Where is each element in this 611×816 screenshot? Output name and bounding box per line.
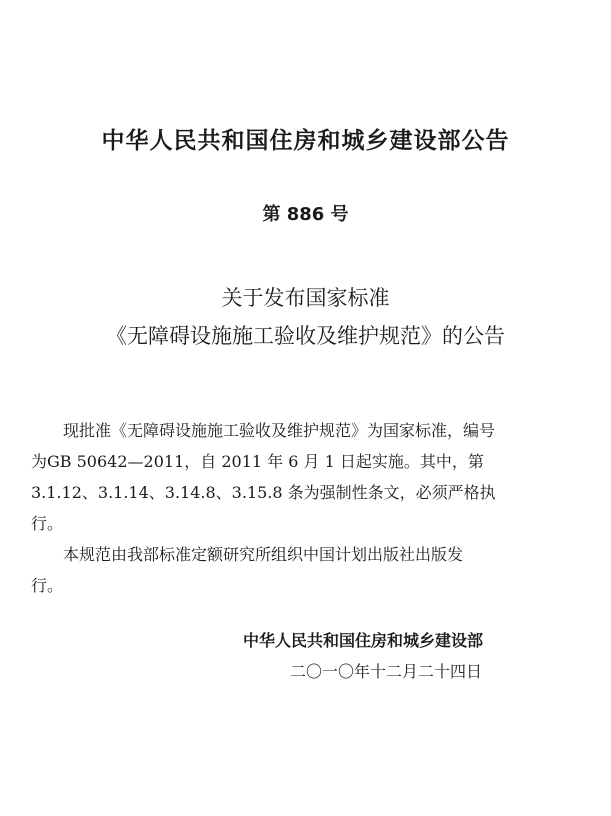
body-line: 行。 [31, 514, 64, 533]
subject-line-1: 关于发布国家标准 [221, 286, 390, 310]
body-line: 3.1.12、3.1.14、3.14.8、3.15.8 条为强制性条文，必须严格执 [31, 483, 496, 502]
body-line: 现批准《无障碍设施施工验收及维护规范》为国家标准，编号 [63, 421, 496, 440]
subject-line-2: 《无障碍设施施工验收及维护规范》的公告 [106, 324, 505, 348]
issue-date: 二〇一〇年十二月二十四日 [290, 662, 483, 681]
body-line: 行。 [31, 576, 64, 595]
body-line: 为GB 50642—2011，自 2011 年 6 月 1 日起实施。其中，第 [31, 452, 484, 471]
body-line: 本规范由我部标准定额研究所组织中国计划出版社出版发 [63, 545, 464, 564]
signature: 中华人民共和国住房和城乡建设部 [243, 631, 484, 650]
issuer-title: 中华人民共和国住房和城乡建设部公告 [101, 128, 510, 154]
notice-number: 第 886 号 [262, 204, 349, 225]
